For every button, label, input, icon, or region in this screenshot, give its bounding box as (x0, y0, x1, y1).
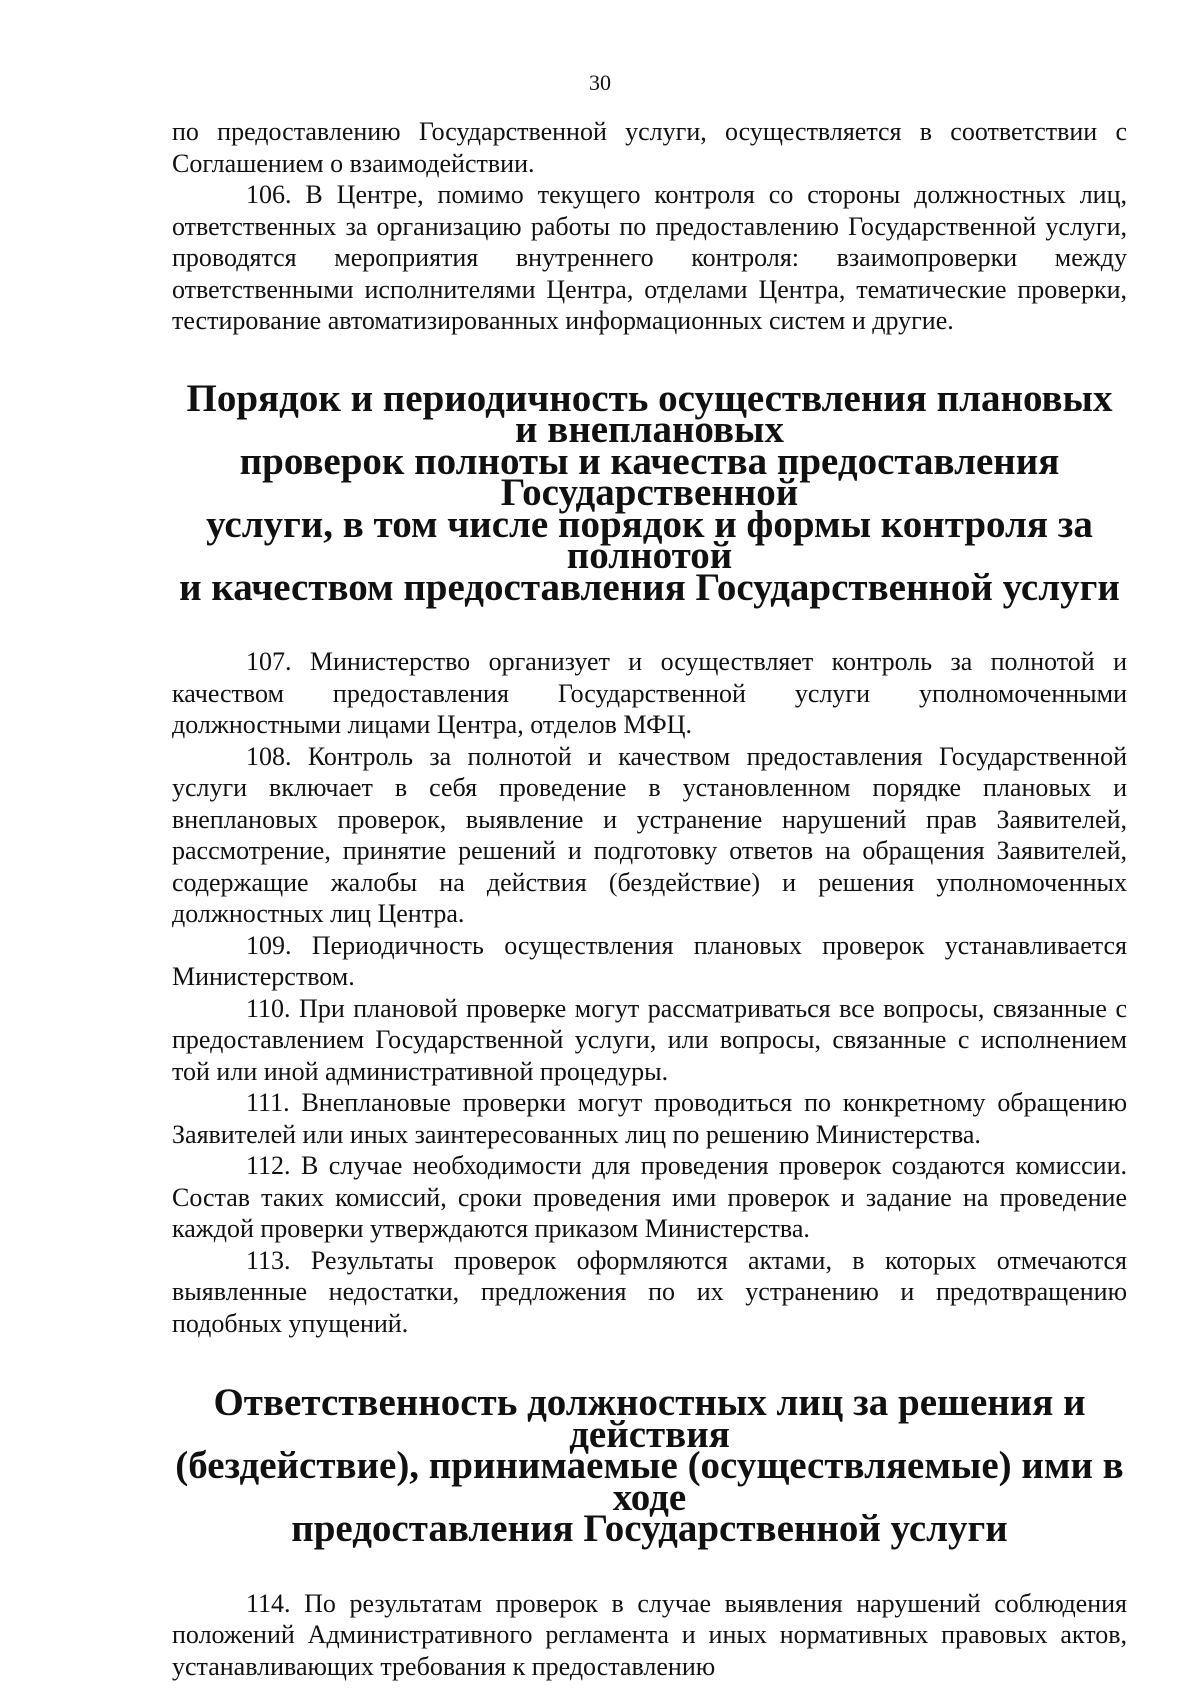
paragraph-113: 113. Результаты проверок оформляются актами, в которых отмечаются выявленные недостатки, предложения по их устранению и предотвращению подобных упущений. (172, 1245, 1127, 1338)
paragraph-108: 108. Контроль за полнотой и качеством предоставления Государственной услуги включает в себя проведение в установленном порядке плановых и внеплановых проверок, выявление и устранение нарушений прав Заявителей, рассмотрение, принятие решений и подготовку ответов на обращения Заявителей, содержащие жалобы на действия (бездействие) и решения уполномоченных должностных лиц Центра. (172, 741, 1127, 928)
heading-line: (бездействие), принимаемые (осуществляемые) ими в ходе (175, 1444, 1124, 1519)
heading-line: Ответственность должностных лиц за решения и действия (213, 1381, 1086, 1456)
paragraph-109: 109. Периодичность осуществления плановых проверок устанавливается Министерством. (172, 930, 1127, 991)
heading-line: проверок полноты и качества предоставления Государственной (239, 439, 1060, 514)
paragraph-111: 111. Внеплановые проверки могут проводиться по конкретному обращению Заявителей или иных заинтересованных лиц по решению Министерства. (172, 1088, 1127, 1149)
page-number: 30 (589, 70, 611, 95)
paragraph-110: 110. При плановой проверке могут рассматриваться все вопросы, связанные с предоставлением Государственной услуги, или вопросы, связанные с исполнением той или иной административной процедуры. (172, 993, 1127, 1086)
heading-line: Порядок и периодичность осуществления плановых и внеплановых (186, 376, 1113, 451)
section-heading-control (172, 376, 1127, 609)
section-heading-responsibility (172, 1381, 1127, 1550)
heading-line: услуги, в том числе порядок и формы контроля за полнотой (206, 502, 1093, 577)
paragraph-107: 107. Министерство организует и осуществляет контроль за полнотой и качеством предоставления Государственной услуги уполномоченными должностными лицами Центра, отделов МФЦ. (172, 647, 1127, 739)
paragraph-112: 112. В случае необходимости для проведения проверок создаются комиссии. Состав таких комиссий, сроки проведения ими проверок и задание на проведение каждой проверки утверждаются приказом Министерства. (172, 1151, 1127, 1243)
paragraph-106: 106. В Центре, помимо текущего контроля со стороны должностных лиц, ответственных за организацию работы по предоставлению Государственной услуги, проводятся мероприятия внутреннего контроля: взаимопроверки между ответственными исполнителями Центра, отделами Центра, тематические проверки, тестирование автоматизированных информационных систем и другие. (172, 180, 1127, 335)
paragraph-continuation: по предоставлению Государственной услуги, осуществляется в соответствии с Соглашением о взаимодействии. (172, 117, 1127, 178)
document-body (172, 116, 1127, 1682)
paragraph-114: 114. По результатам проверок в случае выявления нарушений соблюдения положений Административного регламента и иных нормативных правовых актов, устанавливающих требования к предоставлению (172, 1588, 1127, 1681)
heading-line: предоставления Государственной услуги (291, 1507, 1008, 1550)
heading-line: и качеством предоставления Государственной услуги (179, 565, 1120, 609)
